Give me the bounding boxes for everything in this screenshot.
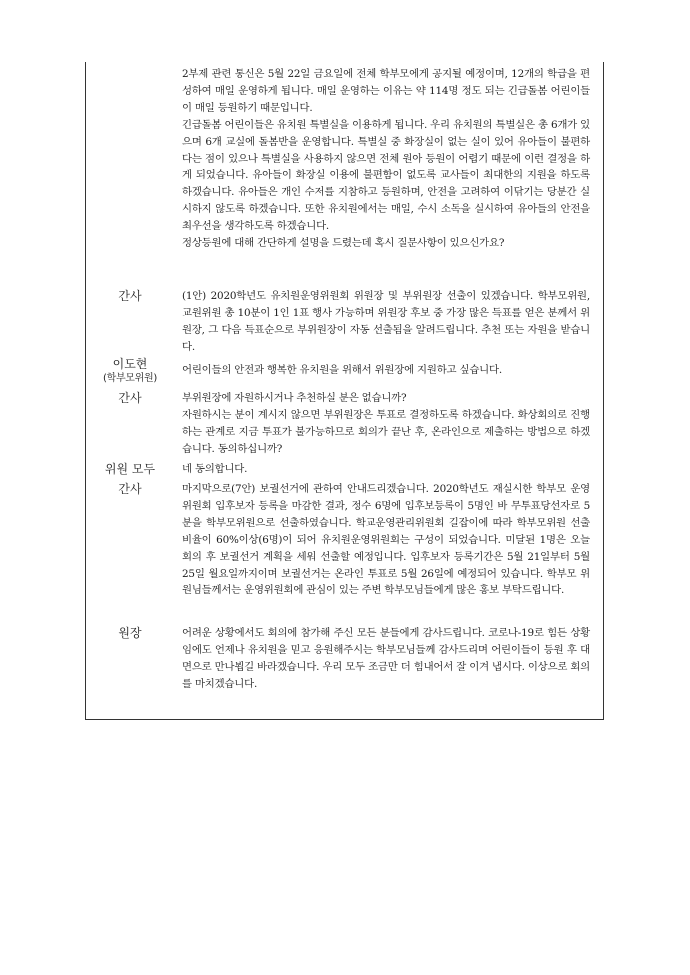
remark-cell	[182, 362, 590, 379]
speaker-name: 이도현	[112, 357, 148, 371]
speaker-role: (학부모위원)	[102, 373, 157, 384]
speaker-name: 간사	[118, 482, 142, 496]
remark-cell	[182, 66, 590, 252]
speaker-name: 위원 모두	[104, 462, 156, 476]
remark-cell	[182, 390, 590, 458]
remark-paragraph: 어린이들의 안전과 행복한 유치원을 위해서 위원장에 지원하고 싶습니다.	[182, 364, 502, 376]
remark-cell	[182, 288, 590, 356]
speaker-cell	[86, 481, 174, 497]
speaker-cell	[86, 625, 174, 641]
remark-paragraph: 2부제 관련 통신은 5월 22일 금요일에 전체 학부모에게 공지될 예정이며, 12개의 학급을 편성하여 매일 운영하게 됩니다. 매일 운영하는 이유는 약 114명 정도 되는 긴급돌봄 어린이들이 매일 등원하기 때문입니다.	[182, 68, 590, 114]
speaker-cell	[86, 356, 174, 385]
speaker-cell	[86, 390, 174, 406]
remark-paragraph: 네 동의합니다.	[182, 463, 248, 475]
remark-paragraph: 정상등원에 대해 간단하게 설명을 드렸는데 혹시 질문사항이 있으신가요?	[182, 237, 505, 250]
remark-cell	[182, 461, 590, 478]
speaker-name: 간사	[118, 289, 142, 303]
speaker-name: 원장	[118, 626, 142, 640]
remark-paragraph: 마지막으로(7안) 보궐선거에 관하여 안내드리겠습니다. 2020학년도 재실시한 학부모 운영위원회 입후보자 등록을 마감한 결과, 정수 6명에 입후보등록이 5명인 바 무투표당선자로 5분을 학부모위원으로 선출하였습니다. 학교운영관리위원회 길잡이에 따라 학부모위원 선출 비율이 60%이상(6명)이 되어 유치원운영위원회는 구성이 되었습니다. 미달된 1명은 오늘 회의 후 보궐선거 계획을 세워 선출할 예정입니다. 입후보자 등록기간은 5월 21일부터 5월 25일 월요일까지이며 보궐선거는 온라인 투표로 5월 26일에 예정되어 있습니다. 학부모 위원님들께서는 운영위원회에 관심이 있는 주변 학부모님들에게 많은 홍보 부탁드립니다.	[182, 483, 590, 597]
remark-cell	[182, 625, 590, 693]
remark-paragraph: 부위원장에 자원하시거나 추천하실 분은 없습니까?	[182, 392, 407, 404]
remark-paragraph: 자원하시는 분이 계시지 않으면 부위원장은 투표로 결정하도록 하겠습니다. 화상회의로 진행하는 관계로 지금 투표가 불가능하므로 회의가 끝난 후, 온라인으로 제출하는 방법으로 하겠습니다. 동의하십니까?	[182, 408, 590, 455]
remark-paragraph: 긴급돌봄 어린이들은 유치원 특별실을 이용하게 됩니다. 우리 유치원의 특별실은 총 6개가 있으며 6개 교실에 돌봄반을 운영합니다. 특별실 중 화장실이 없는 실이 있어 유아들이 불편하다는 점이 있으나 특별실을 사용하지 않으면 전체 원아 등원이 어렵기 때문에 이런 결정을 하게 되었습니다. 유아들이 화장실 이용에 불편함이 없도록 교사들이 최대한의 지원을 하도록 하겠습니다. 유아들은 개인 수저를 지참하고 등원하며, 안전을 고려하여 이닦기는 당분간 실시하지 않도록 하겠습니다. 또한 유치원에서는 매일, 수시 소독을 실시하여 유아들의 안전을 최우선을 생각하도록 하겠습니다.	[182, 118, 590, 233]
remark-paragraph: 어려운 상황에서도 회의에 참가해 주신 모든 분들에게 감사드립니다. 코로나-19로 힘든 상황임에도 언제나 유치원을 믿고 응원해주시는 학부모님들께 감사드리며 어린이들이 등원 후 대면으로 만나뵙길 바라겠습니다. 우리 모두 조금만 더 힘내어서 잘 이겨 냅시다. 이상으로 회의를 마치겠습니다.	[182, 627, 590, 690]
speaker-cell	[86, 288, 174, 304]
speaker-cell	[86, 461, 174, 477]
minutes-table	[85, 62, 604, 720]
remark-cell	[182, 481, 590, 599]
speaker-name: 간사	[118, 391, 142, 405]
remark-paragraph: (1안) 2020학년도 유치원운영위원회 위원장 및 부위원장 선출이 있겠습니다. 학부모위원, 교원위원 총 10분이 1인 1표 행사 가능하며 위원장 후보 중 가장 많은 득표를 얻은 분께서 위원장, 그 다음 득표순으로 부위원장이 자동 선출됨을 알려드립니다. 추천 또는 자원을 받습니다.	[182, 290, 590, 353]
